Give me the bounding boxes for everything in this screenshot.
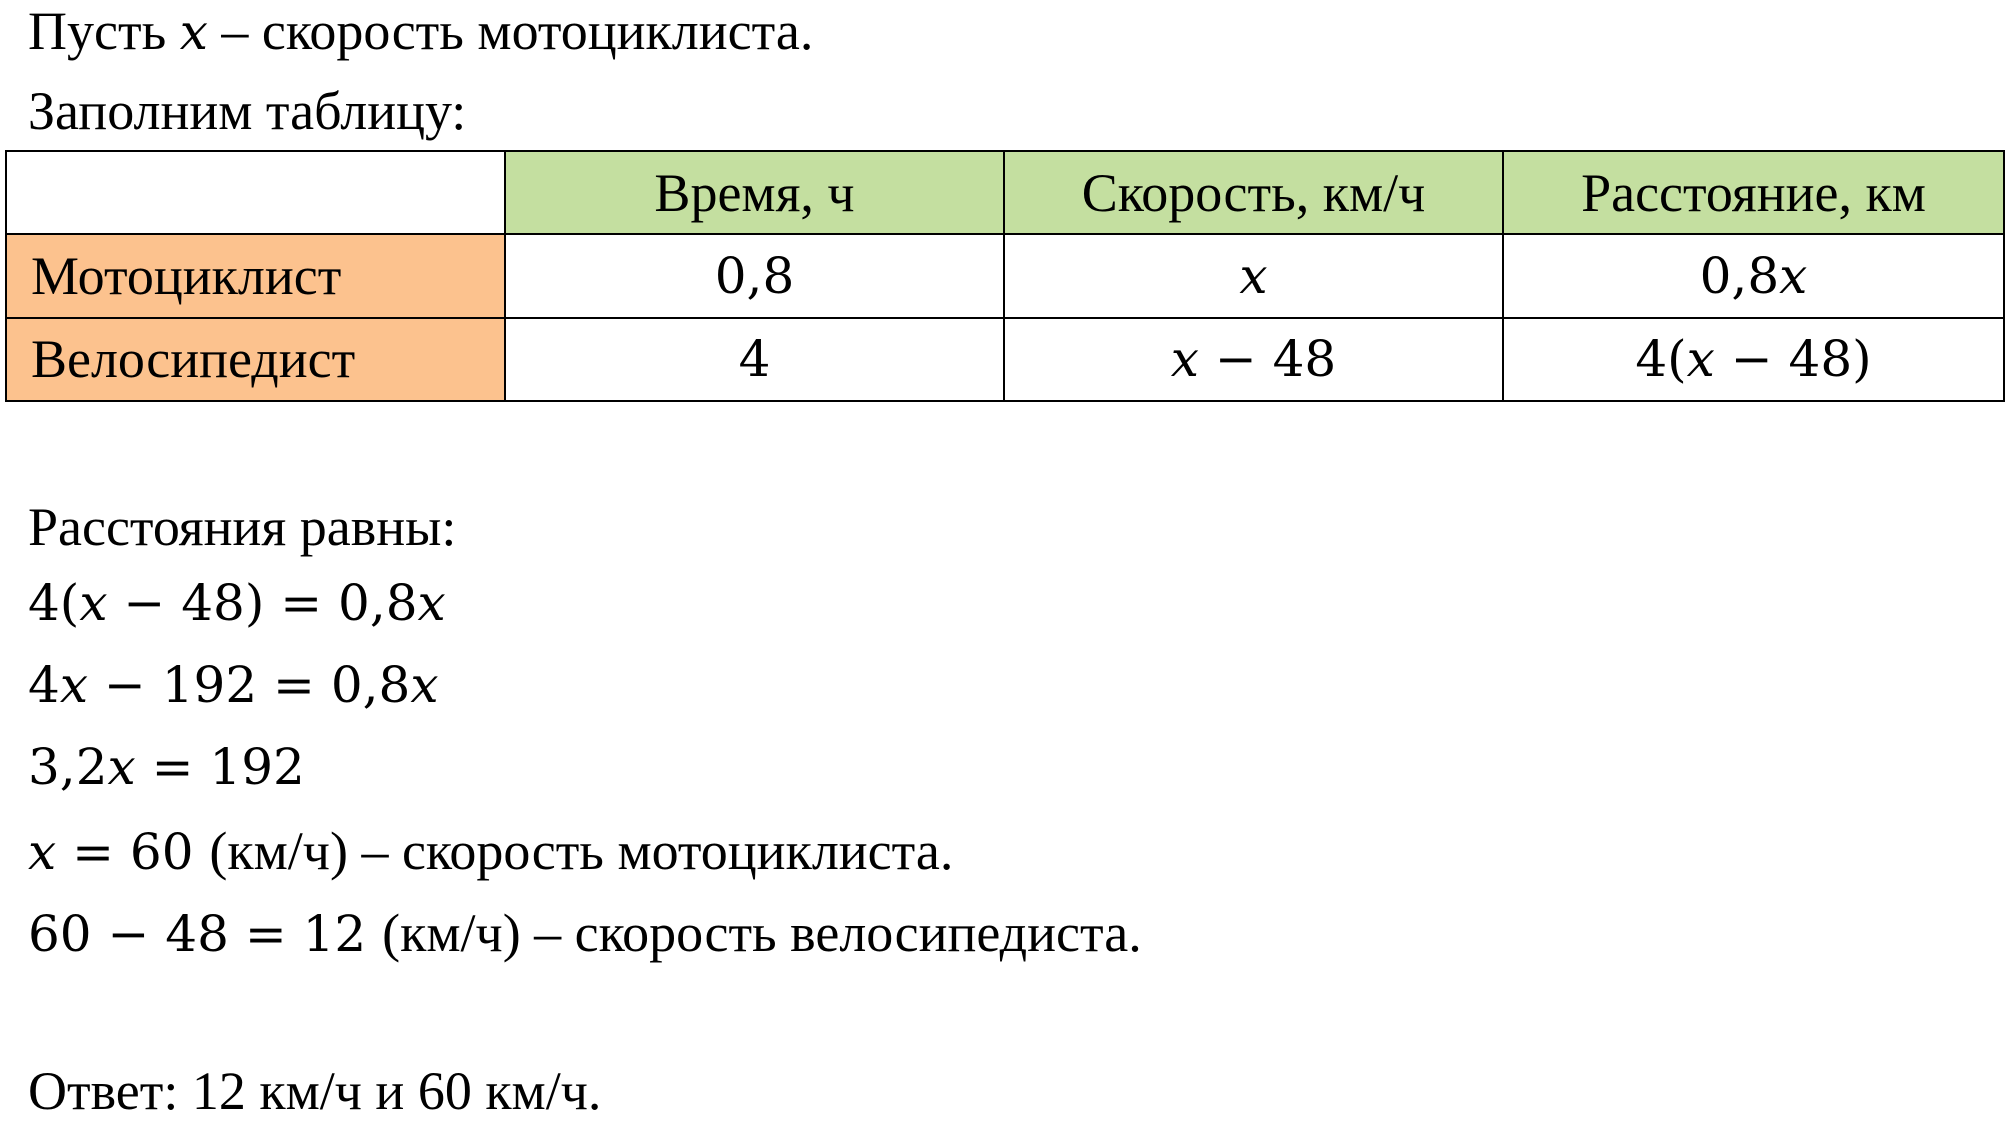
answer-line: Ответ: 12 км/ч и 60 км/ч. — [28, 1061, 602, 1121]
header-empty-cell — [6, 151, 505, 234]
cell-distance-cyclist — [1503, 318, 2004, 401]
table-row — [6, 318, 2004, 401]
cell-time-cyclist: 4 — [505, 318, 1004, 401]
header-speed: Скорость, км/ч — [1004, 151, 1503, 234]
math-coefficient: 0,8 — [1699, 246, 1780, 305]
equation-4 — [28, 821, 954, 881]
eq5-text: (км/ч) – скорость велосипедиста. — [382, 903, 1142, 963]
intro-text-before: Пусть — [28, 1, 180, 61]
math-variable-x: x — [1779, 246, 1808, 305]
equation-3 — [28, 738, 305, 796]
eq1-pre: 4( — [28, 574, 80, 632]
equation-5 — [28, 903, 1142, 963]
math-variable-x: x — [28, 823, 57, 881]
eq2-mid: − 192 = 0,8 — [88, 656, 411, 714]
cell-speed-motorcyclist — [1004, 234, 1503, 317]
equation-2 — [28, 656, 439, 714]
eq4-text: (км/ч) – скорость мотоциклиста. — [209, 821, 954, 881]
cell-time-motorcyclist: 0,8 — [505, 234, 1004, 317]
math-variable-x: x — [179, 3, 208, 61]
eq2-pre: 4 — [28, 656, 60, 714]
eq1-mid: − 48) = 0,8 — [107, 574, 418, 632]
math-variable-x: x — [107, 738, 136, 796]
table-row — [6, 234, 2004, 317]
math-variable-x: x — [1686, 330, 1715, 389]
eq5-math: 60 − 48 = 12 — [28, 905, 383, 963]
math-variable-x: x — [59, 656, 89, 714]
equation-1 — [28, 574, 446, 632]
intro-line-2: Заполним таблицу: — [28, 81, 467, 141]
math-variable-x: x — [410, 656, 439, 714]
math-variable-x: x — [79, 574, 108, 632]
intro-text-after: – скорость мотоциклиста. — [207, 1, 814, 61]
math-expression-pre: 4( — [1635, 330, 1687, 389]
cell-speed-cyclist — [1004, 318, 1503, 401]
solution-heading: Расстояния равны: — [28, 497, 457, 557]
row-label-motorcyclist: Мотоциклист — [6, 234, 505, 317]
table-header-row — [6, 151, 2004, 234]
math-variable-x: x — [1170, 330, 1199, 389]
cell-distance-motorcyclist — [1503, 234, 2004, 317]
math-variable-x: x — [417, 574, 446, 632]
math-variable-x: x — [1239, 246, 1268, 305]
row-label-cyclist: Велосипедист — [6, 318, 505, 401]
data-table — [5, 150, 2005, 402]
math-expression-post: − 48) — [1714, 330, 1872, 389]
math-expression-rest: − 48 — [1198, 330, 1337, 389]
header-time: Время, ч — [505, 151, 1004, 234]
header-distance: Расстояние, км — [1503, 151, 2004, 234]
intro-line-1 — [28, 1, 814, 61]
eq3-pre: 3,2 — [28, 738, 108, 796]
eq3-post: = 192 — [135, 738, 305, 796]
eq4-math: = 60 — [56, 823, 210, 881]
